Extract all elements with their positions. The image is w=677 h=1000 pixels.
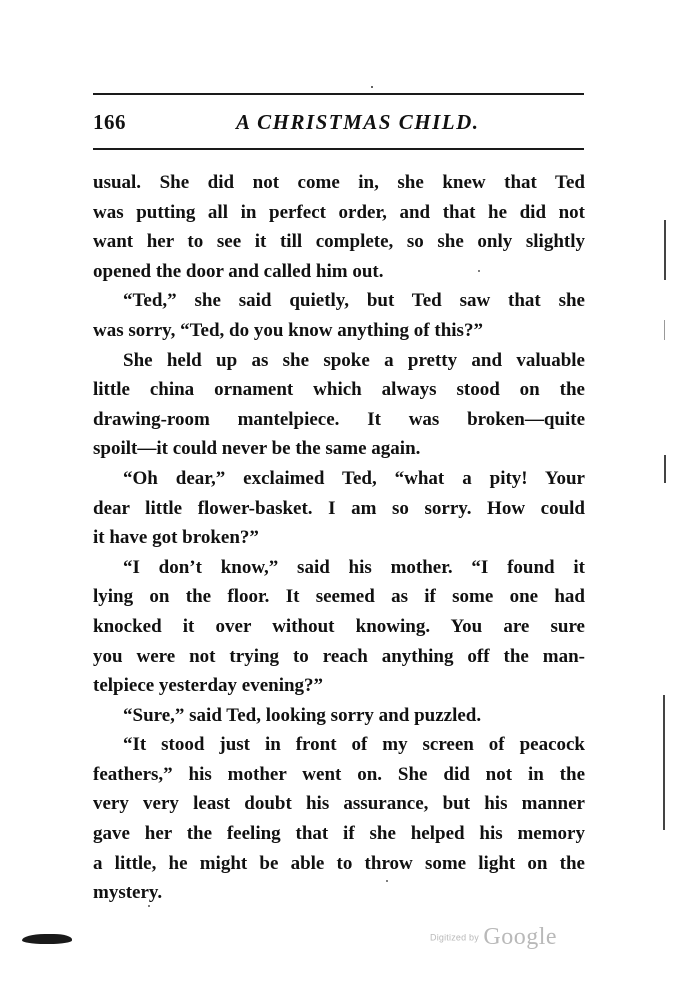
text-line: “Oh dear,” exclaimed Ted, “what a pity! Your <box>123 467 585 489</box>
text-line: little china ornament which always stood on the <box>93 379 585 401</box>
text-line: dear little flower-basket. I am so sorry. How could <box>93 497 585 519</box>
text-line: spoilt—it could never be the same again. <box>93 438 421 460</box>
body-text <box>93 168 585 908</box>
text-line: usual. She did not come in, she knew that Ted <box>93 172 585 193</box>
text-line: “It stood just in front of my screen of peacock <box>123 734 585 756</box>
paragraph <box>93 553 585 701</box>
paragraph <box>93 730 585 908</box>
header-rule-bottom <box>93 148 584 150</box>
ink-speck <box>371 86 373 88</box>
running-title: A CHRISTMAS CHILD. <box>236 110 480 134</box>
margin-scan-mark <box>664 455 666 483</box>
text-line: want her to see it till complete, so she only slightly <box>93 231 585 253</box>
text-line: drawing-room mantelpiece. It was broken—quite <box>93 408 585 430</box>
text-line: lying on the floor. It seemed as if some one had <box>93 586 585 608</box>
ink-speck <box>148 905 150 907</box>
page-number: 166 <box>93 110 126 134</box>
paragraph <box>93 346 585 464</box>
text-line: you were not trying to reach anything off the man- <box>93 645 585 667</box>
header-rule-top <box>93 93 584 95</box>
watermark-brand: Google <box>483 924 558 950</box>
text-line: She held up as she spoke a pretty and valuable <box>123 349 585 371</box>
running-header <box>93 105 584 139</box>
paragraph <box>93 286 585 345</box>
digitization-watermark <box>430 924 557 954</box>
text-line: mystery. <box>93 882 163 904</box>
ink-speck <box>386 880 388 882</box>
text-line: “I don’t know,” said his mother. “I found it <box>123 556 585 578</box>
margin-scan-mark <box>663 695 665 830</box>
text-line: very very least doubt his assurance, but his manner <box>93 793 585 815</box>
text-line: opened the door and called him out. <box>93 260 384 282</box>
paragraph <box>93 464 585 553</box>
text-line: a little, he might be able to throw some light on the <box>93 852 585 874</box>
text-line: gave her the feeling that if she helped his memory <box>93 823 585 845</box>
text-line: “Ted,” she said quietly, but Ted saw that she <box>123 290 585 312</box>
ink-speck <box>478 270 480 272</box>
text-line: it have got broken?” <box>93 527 259 549</box>
text-line: knocked it over without knowing. You are sure <box>93 615 585 637</box>
margin-scan-mark <box>664 220 666 280</box>
paragraph <box>93 168 585 286</box>
text-line: “Sure,” said Ted, looking sorry and puzzled. <box>123 704 482 726</box>
text-line: was sorry, “Ted, do you know anything of this?” <box>93 319 483 341</box>
paragraph <box>93 701 585 731</box>
text-line: was putting all in perfect order, and that he did not <box>93 201 585 223</box>
ink-blot <box>22 934 72 944</box>
text-line: telpiece yesterday evening?” <box>93 675 324 697</box>
text-line: feathers,” his mother went on. She did not in the <box>93 763 585 785</box>
watermark-prefix: Digitized by <box>430 932 479 943</box>
margin-scan-mark <box>664 320 665 340</box>
